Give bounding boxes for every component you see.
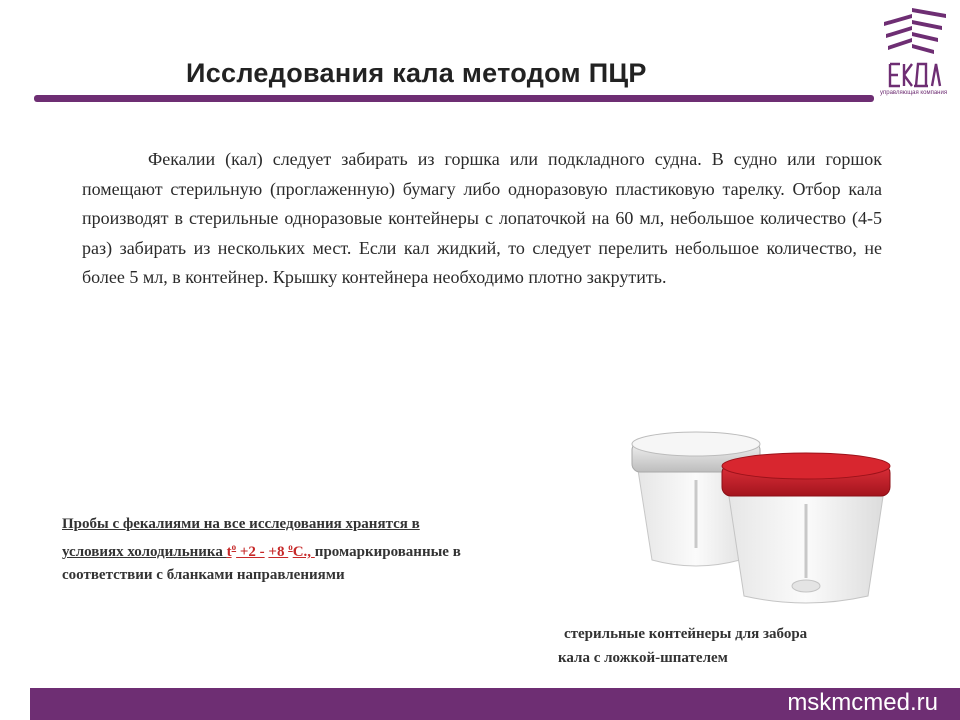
title-underline (34, 95, 874, 102)
temperature-range-start: +2 - (236, 544, 265, 560)
temperature-degree-1: o (231, 542, 237, 552)
containers-photo (616, 420, 916, 620)
red-lid-container (722, 453, 890, 603)
ekdl-logo (876, 2, 948, 102)
storage-note-text: Пробы с фекалиями на все исследования хранятся в условиях холодильника (62, 516, 420, 560)
caption-line-2: кала с ложкой-шпателем (558, 650, 728, 666)
footer-site-label: mskmcmed.ru (787, 689, 938, 716)
storage-note-tail: промаркированные в соответствии с бланками направлениями (62, 544, 461, 583)
temperature-t: t (226, 544, 232, 560)
footer-bar (30, 688, 960, 720)
logo-subtitle: управляющая компания (880, 90, 948, 96)
caption-line-1: стерильные контейнеры для забора (564, 626, 808, 642)
temperature-range-end: +8 (268, 544, 289, 560)
storage-note (62, 513, 482, 587)
temperature-unit: C., (292, 544, 315, 560)
instructions-paragraph: Фекалии (кал) следует забирать из горшка или подкладного судна. В судно или горшок помещают стерильную (проглаженную) бумагу либо одноразовую пластиковую тарелку. Отбор кала производят в стерильные одноразовые контейнеры с лопаточкой на 60 мл, небольшое количество (4-5 раз) забирать из нескольких мест. Если кал жидкий, то следует перелить небольшое количество, не более 5 мл, в контейнер. Крышку контейнера необходимо плотно закрутить. (82, 149, 882, 287)
slide-title: Исследования кала методом ПЦР (186, 58, 647, 88)
photo-caption (558, 622, 918, 670)
temperature-degree-2: o (288, 542, 293, 552)
